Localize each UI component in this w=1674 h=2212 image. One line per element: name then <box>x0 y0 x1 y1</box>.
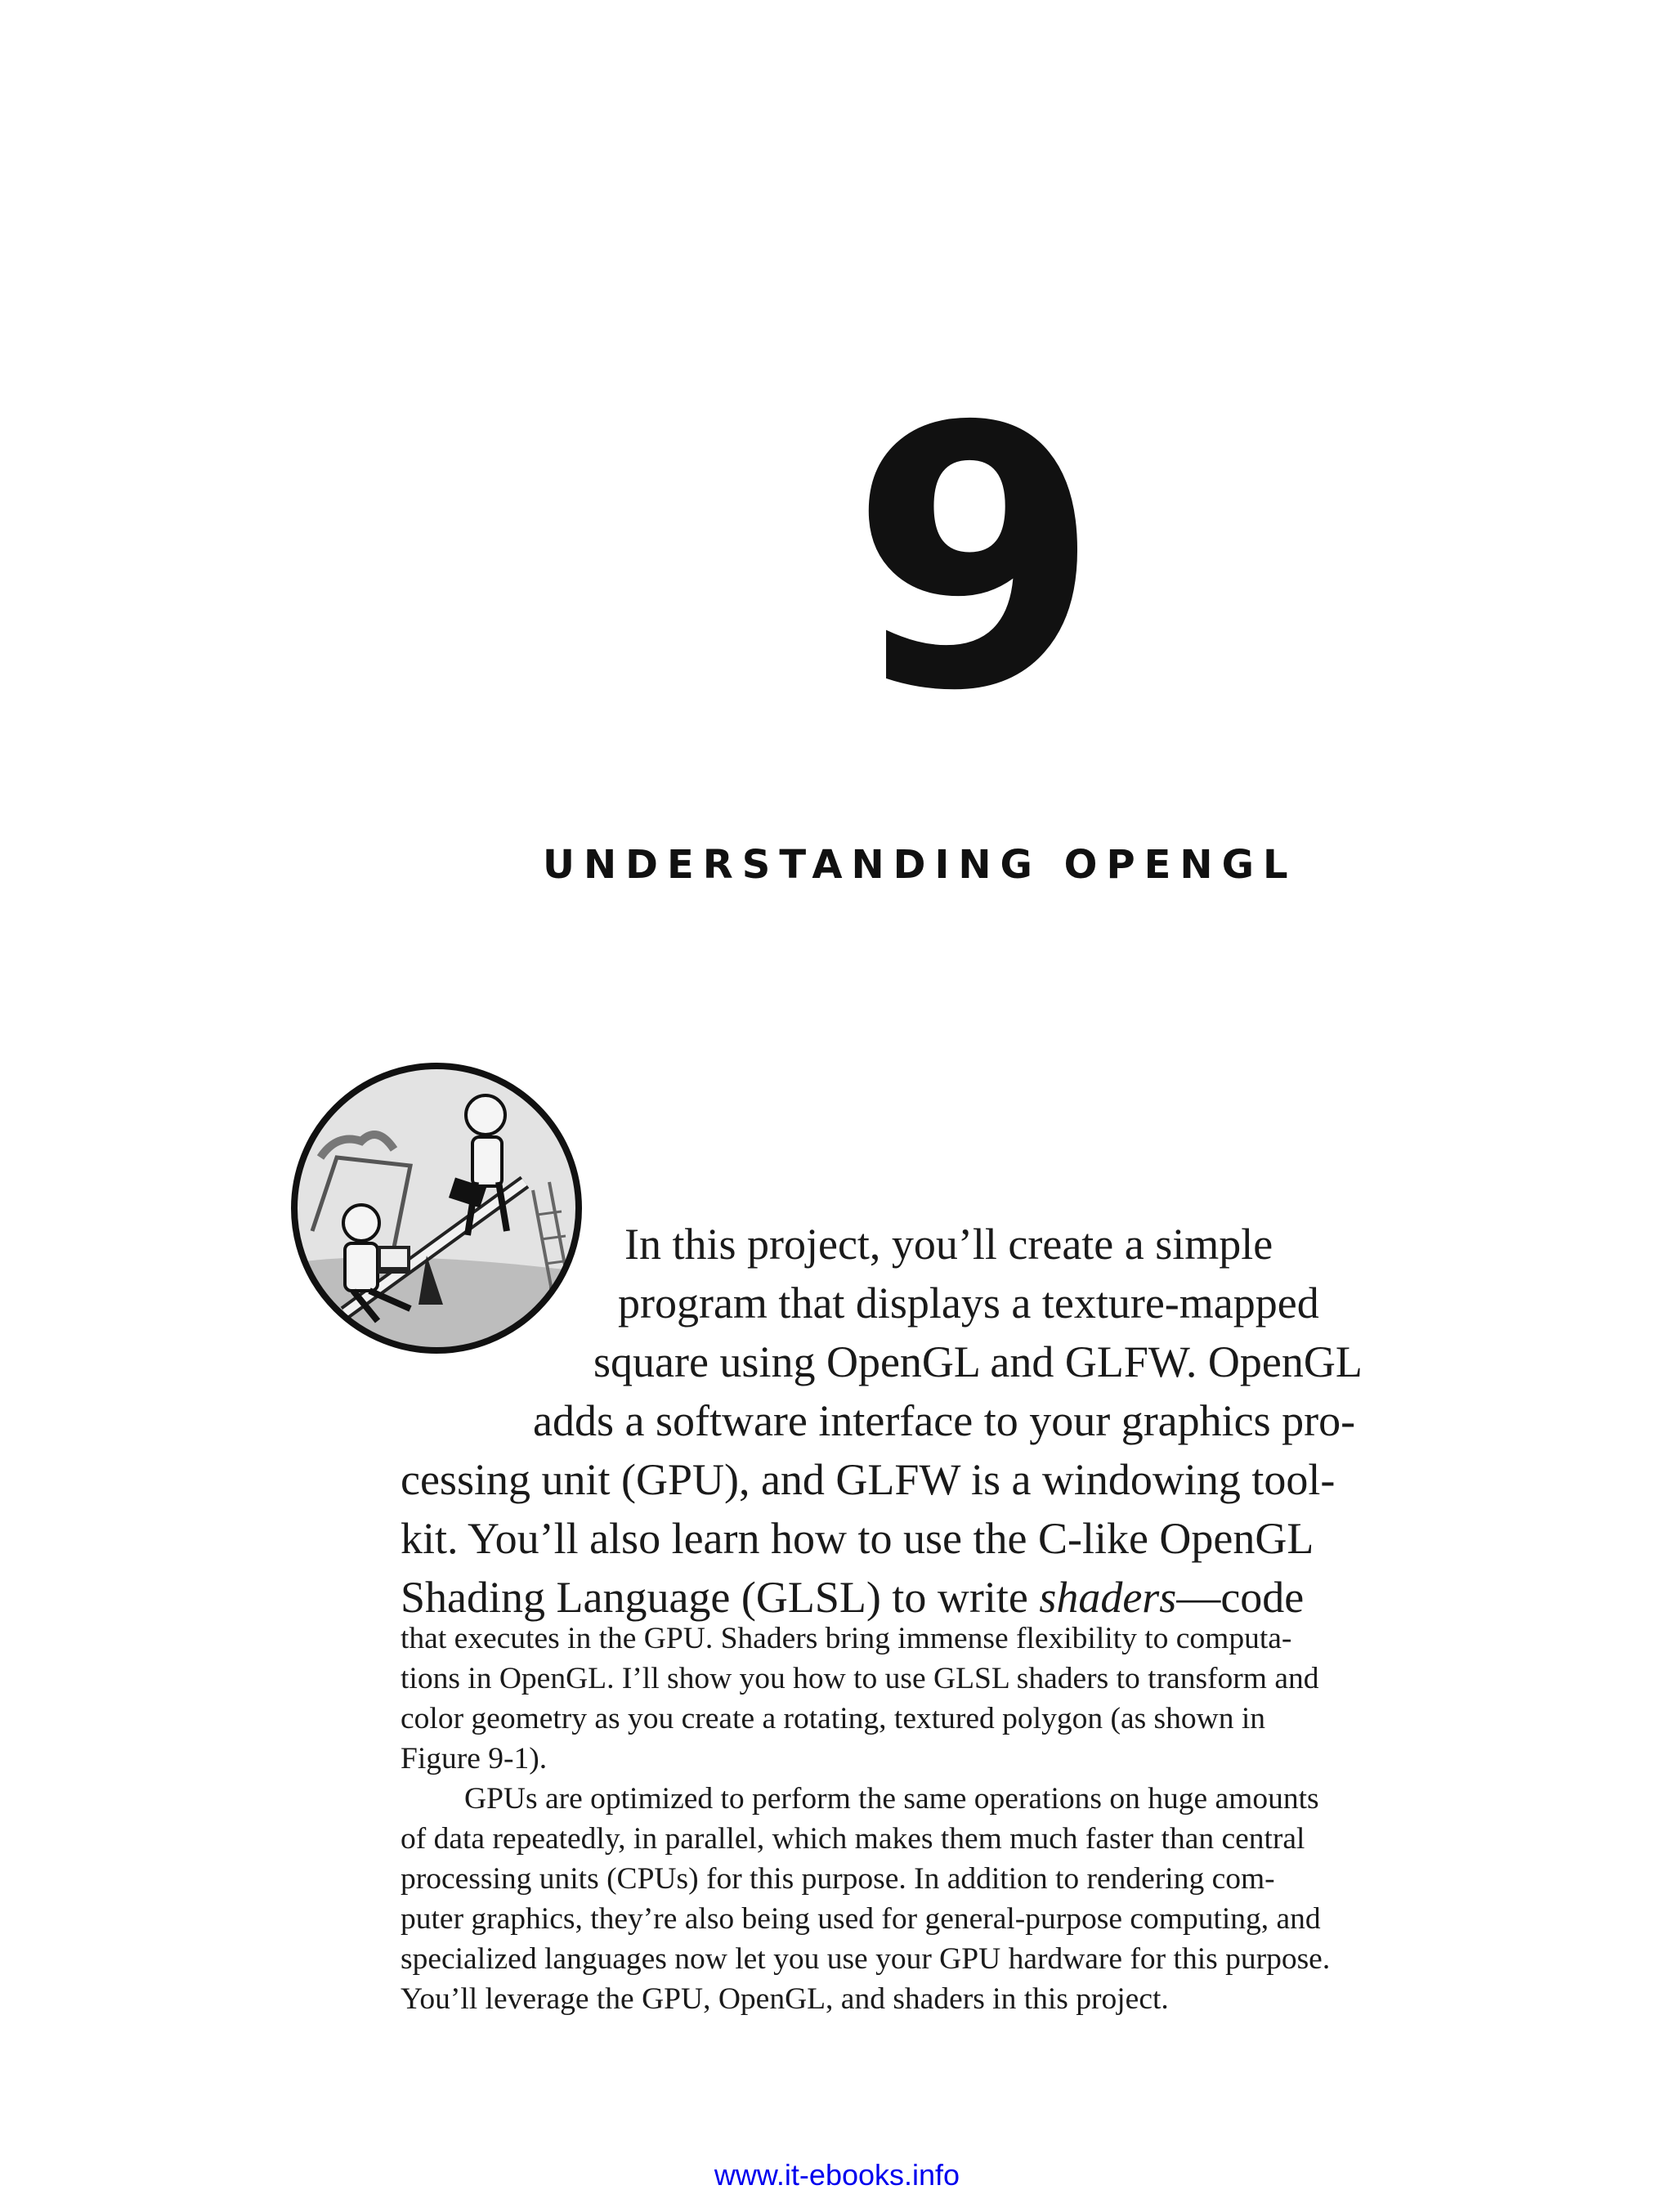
body-line: GPUs are optimized to perform the same operations on huge amounts <box>464 1782 1319 1816</box>
body-line: processing units (CPUs) for this purpose. In addition to rendering com- <box>401 1862 1275 1896</box>
body-line: of data repeatedly, in parallel, which makes them much faster than central <box>401 1822 1305 1856</box>
intro-line: kit. You’ll also learn how to use the C-like OpenGL <box>401 1514 1314 1563</box>
intro-line: program that displays a texture-mapped <box>618 1278 1319 1328</box>
body-line: color geometry as you create a rotating, textured polygon (as shown in <box>401 1702 1266 1735</box>
body-line: that executes in the GPU. Shaders bring immense flexibility to computa- <box>401 1622 1292 1655</box>
robots-on-seesaw-with-laptops-icon <box>288 1059 585 1357</box>
body-line: You’ll leverage the GPU, OpenGL, and shaders in this project. <box>401 1982 1169 2016</box>
body-line: specialized languages now let you use your GPU hardware for this purpose. <box>401 1942 1331 1976</box>
intro-text: —code <box>1176 1573 1305 1622</box>
footer-link[interactable]: www.it-ebooks.info <box>714 2158 960 2192</box>
body-text <box>401 1619 1484 2019</box>
body-line: puter graphics, they’re also being used for general-purpose computing, and <box>401 1902 1321 1936</box>
chapter-number: 9 <box>850 351 1093 769</box>
body-line: tions in OpenGL. I’ll show you how to use GLSL shaders to transform and <box>401 1662 1319 1695</box>
body-line: Figure 9-1). <box>401 1742 548 1775</box>
intro-line: In this project, you’ll create a simple <box>624 1220 1273 1269</box>
intro-line: adds a software interface to your graphics pro- <box>533 1396 1356 1445</box>
intro-text: Shading Language (GLSL) to write <box>401 1573 1040 1622</box>
shaders-term: shaders <box>1039 1573 1177 1622</box>
intro-line: square using OpenGL and GLFW. OpenGL <box>593 1337 1363 1386</box>
intro-line: cessing unit (GPU), and GLFW is a windowing tool- <box>401 1455 1336 1504</box>
chapter-title: UNDERSTANDING OPENGL <box>543 842 1297 888</box>
